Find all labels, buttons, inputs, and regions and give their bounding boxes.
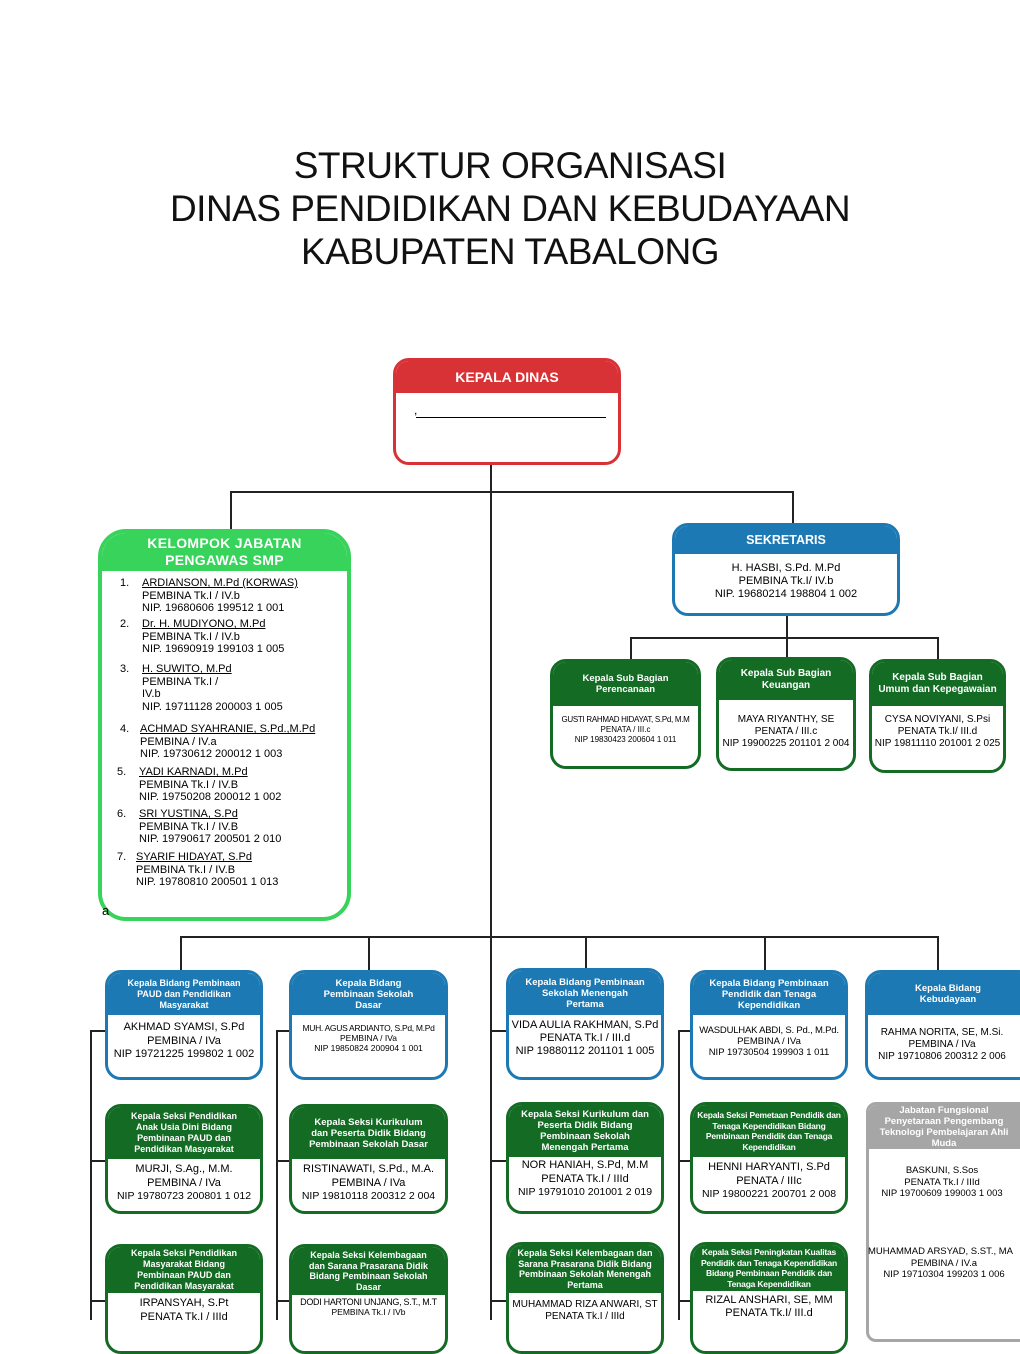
connector-subbag-3	[937, 637, 939, 661]
page-title-line-2: DINAS PENDIDIKAN DAN KEBUDAYAAN	[169, 188, 851, 229]
pengawas-title: KELOMPOK JABATAN PENGAWAS SMP	[102, 533, 347, 571]
connector-col1-vertical	[90, 1030, 92, 1320]
seksi-name: DODI HARTONI UNJANG, S.T., M.T	[300, 1297, 437, 1307]
pengawas-name: YADI KARNADI, M.Pd	[139, 766, 248, 778]
bidang-smp-box: Kepala Bidang Pembinaan Sekolah Menengah Pertama VIDA AULIA RAKHMAN, S.Pd PENATA Tk.I / III.d NIP 19880112 201101 1 005	[506, 968, 664, 1080]
seksi-pemetaan-box: Kepala Seksi Pemetaan Pendidik dan Tenaga Kependidikan Bidang Pembinaan Pendidik dan Tenaga Kependidikan HENNI HARYANTI, S.Pd PENATA / IIIc NIP 19800221 200701 2 008	[690, 1102, 848, 1214]
sekretaris-name: H. HASBI, S.Pd. M.Pd	[731, 562, 841, 574]
seksi-name: IRPANSYAH, S.Pt	[139, 1297, 229, 1309]
sekretaris-rank: PEMBINA Tk.I/ IV.b	[738, 575, 834, 587]
connector-col3-h2	[492, 1160, 507, 1162]
bidang-head-name: MUH. AGUS ARDIANTO, S.Pd, M.Pd	[302, 1023, 435, 1033]
subbag-name: CYSA NOVIYANI, S.Psi	[884, 714, 991, 725]
sekretaris-nip: NIP. 19680214 198804 1 002	[714, 588, 858, 600]
connector-col3-h3	[492, 1300, 507, 1302]
sekretaris-title: SEKRETARIS	[675, 526, 897, 554]
seksi-paud-box: Kepala Seksi Pendidikan Anak Usia Dini Bidang Pembinaan PAUD dan Pendidikan Masyarakat MURJI, S.Ag., M.M. PEMBINA / IVa NIP 19780723 200801 1 012	[105, 1104, 263, 1214]
bidang-kebudayaan-box: Kepala Bidang Kebudayaan RAHMA NORITA, SE, M.Si. PEMBINA / IVa NIP 19710806 200312 2 006	[865, 970, 1020, 1080]
connector-col2-h2	[276, 1160, 290, 1162]
kepala-dinas-title: KEPALA DINAS	[396, 361, 618, 393]
pengawas-name: Dr. H. MUDIYONO, M.Pd	[142, 618, 266, 630]
kepala-dinas-name-line	[416, 417, 606, 418]
fungsional-member-1: BASKUNI, S.Sos PENATA Tk.I / IIId NIP 19700609 199003 1 003	[866, 1165, 1018, 1200]
bidang-ptk-box: Kepala Bidang Pembinaan Pendidik dan Tenaga Kependidikan WASDULHAK ABDI, S. Pd., M.Pd. PEMBINA / IVa NIP 19730504 199903 1 011	[690, 970, 848, 1080]
seksi-name: RISTINAWATI, S.Pd., M.A.	[303, 1163, 434, 1175]
bidang-head-name: WASDULHAK ABDI, S. Pd., M.Pd.	[699, 1025, 839, 1036]
seksi-name: MURJI, S.Ag., M.M.	[135, 1163, 233, 1175]
pengawas-name: ACHMAD SYAHRANIE, S.Pd.,M.Pd	[140, 723, 316, 735]
seksi-name: RIZAL ANSHARI, SE, MM	[705, 1294, 833, 1306]
bidang-sd-box: Kepala Bidang Pembinaan Sekolah Dasar MUH. AGUS ARDIANTO, S.Pd, M.Pd PEMBINA / IVa NIP 19850824 200904 1 001	[289, 970, 448, 1080]
sekretaris-box	[672, 523, 900, 616]
seksi-kurikulum-smp-box: Kepala Seksi Kurikulum dan Peserta Didik Bidang Pembinaan Sekolah Menengah Pertama NOR HANIAH, S.Pd, M.M PENATA Tk.I / IIId NIP 19791010 201001 2 019	[506, 1102, 664, 1214]
connector-top-horizontal	[230, 491, 793, 493]
bidang-head-name: RAHMA NORITA, SE, M.Si.	[880, 1027, 1004, 1038]
connector-to-pengawas	[230, 491, 232, 531]
connector-to-sekretaris	[792, 491, 794, 525]
pengawas-name: SRI YUSTINA, S.Pd	[139, 808, 238, 820]
connector-subbag-2	[786, 637, 788, 659]
subbag-umum-box: Kepala Sub Bagian Umum dan Kepegawaian CYSA NOVIYANI, S.Psi PENATA Tk.I/ III.d NIP 19811110 201001 2 025	[869, 659, 1006, 773]
subbag-name: MAYA RIYANTHY, SE	[737, 714, 835, 725]
seksi-peningkatan-box: Kepala Seksi Peningkatan Kualitas Pendidik dan Tenaga Kependidikan Bidang Pembinaan Pendidik dan Tenaga Kependidikan RIZAL ANSHARI, SE, MM PENATA Tk.I/ III.d	[690, 1242, 848, 1354]
seksi-masyarakat-box: Kepala Seksi Pendidikan Masyarakat Bidang Pembinaan PAUD dan Pendidikan Masyarakat IRPANSYAH, S.Pt PENATA Tk.I / IIId	[105, 1244, 263, 1354]
connector-sekretaris-down	[786, 614, 788, 638]
kepala-dinas-name: ,	[396, 393, 618, 433]
bidang-paud-box: Kepala Bidang Pembinaan PAUD dan Pendidikan Masyarakat AKHMAD SYAMSI, S.Pd PEMBINA / IVa NIP 19721225 199802 1 002	[105, 970, 263, 1080]
page-title-line-1: STRUKTUR ORGANISASI	[293, 145, 727, 186]
seksi-name: NOR HANIAH, S.Pd, M.M	[521, 1159, 649, 1171]
connector-subbag-horizontal	[630, 637, 938, 639]
fungsional-name: MUHAMMAD ARSYAD, S.ST., MA	[868, 1246, 1013, 1257]
seksi-name: MUHAMMAD RIZA ANWARI, ST	[512, 1299, 658, 1310]
seksi-name: HENNI HARYANTI, S.Pd	[708, 1161, 830, 1173]
pengawas-name: ARDIANSON, M.Pd (KORWAS)	[142, 577, 298, 589]
connector-main-vertical	[490, 458, 492, 1320]
connector-bidang-horizontal	[180, 936, 937, 938]
subbag-perencanaan-box: Kepala Sub Bagian Perencanaan GUSTI RAHMAD HIDAYAT, S.Pd, M.M PENATA / III.c NIP 19830423 200604 1 011	[550, 659, 701, 769]
seksi-kurikulum-sd-box: Kepala Seksi Kurikulum dan Peserta Didik Bidang Pembinaan Sekolah Dasar RISTINAWATI, S.Pd., M.A. PEMBINA / IVa NIP 19810118 200312 2 004	[289, 1104, 448, 1214]
fungsional-box: Jabatan Fungsional Penyetaraan Pengembang Teknologi Pembelajaran Ahli Muda	[866, 1102, 1020, 1342]
fungsional-member-2: MUHAMMAD ARSYAD, S.ST., MA PEMBINA / IV.a NIP 19710304 199203 1 006	[868, 1246, 1020, 1281]
connector-col2-h3	[276, 1300, 290, 1302]
connector-col2-vertical	[276, 1030, 278, 1320]
fungsional-name: BASKUNI, S.Sos	[905, 1165, 979, 1176]
connector-bidang-3	[585, 936, 587, 970]
seksi-kelembagaan-smp-box: Kepala Seksi Kelembagaan dan Sarana Prasarana Didik Bidang Pembinaan Sekolah Menengah Pertama MUHAMMAD RIZA ANWARI, ST PENATA Tk.I / IIId	[506, 1242, 664, 1354]
page-title-line-3: KABUPATEN TABALONG	[301, 231, 719, 272]
subbag-name: GUSTI RAHMAD HIDAYAT, S.Pd, M.M	[561, 715, 690, 724]
subbag-keuangan-box: Kepala Sub Bagian Keuangan MAYA RIYANTHY, SE PENATA / III.c NIP 19900225 201101 2 004	[716, 657, 856, 771]
connector-col4-vertical	[678, 1030, 680, 1320]
connector-bidang-5	[937, 936, 939, 972]
pengawas-name: H. SUWITO, M.Pd	[142, 663, 232, 675]
kepala-dinas-box	[393, 358, 621, 465]
pengawas-name: SYARIF HIDAYAT, S.Pd	[136, 851, 252, 863]
bidang-head-name: VIDA AULIA RAKHMAN, S.Pd	[511, 1019, 659, 1031]
connector-subbag-1	[630, 637, 632, 661]
stray-letter: a	[102, 903, 110, 918]
bidang-head-name: AKHMAD SYAMSI, S.Pd	[123, 1021, 245, 1033]
connector-bidang-2	[368, 936, 370, 972]
seksi-kelembagaan-sd-box: Kepala Seksi Kelembagaan dan Sarana Prasarana Didik Bidang Pembinaan Sekolah Dasar DODI HARTONI UNJANG, S.T., M.T PEMBINA Tk.I / IVb	[289, 1244, 448, 1354]
connector-col3-h1	[492, 1030, 507, 1032]
connector-col2-h1	[276, 1030, 290, 1032]
connector-bidang-1	[180, 936, 182, 972]
connector-bidang-4	[764, 936, 766, 972]
